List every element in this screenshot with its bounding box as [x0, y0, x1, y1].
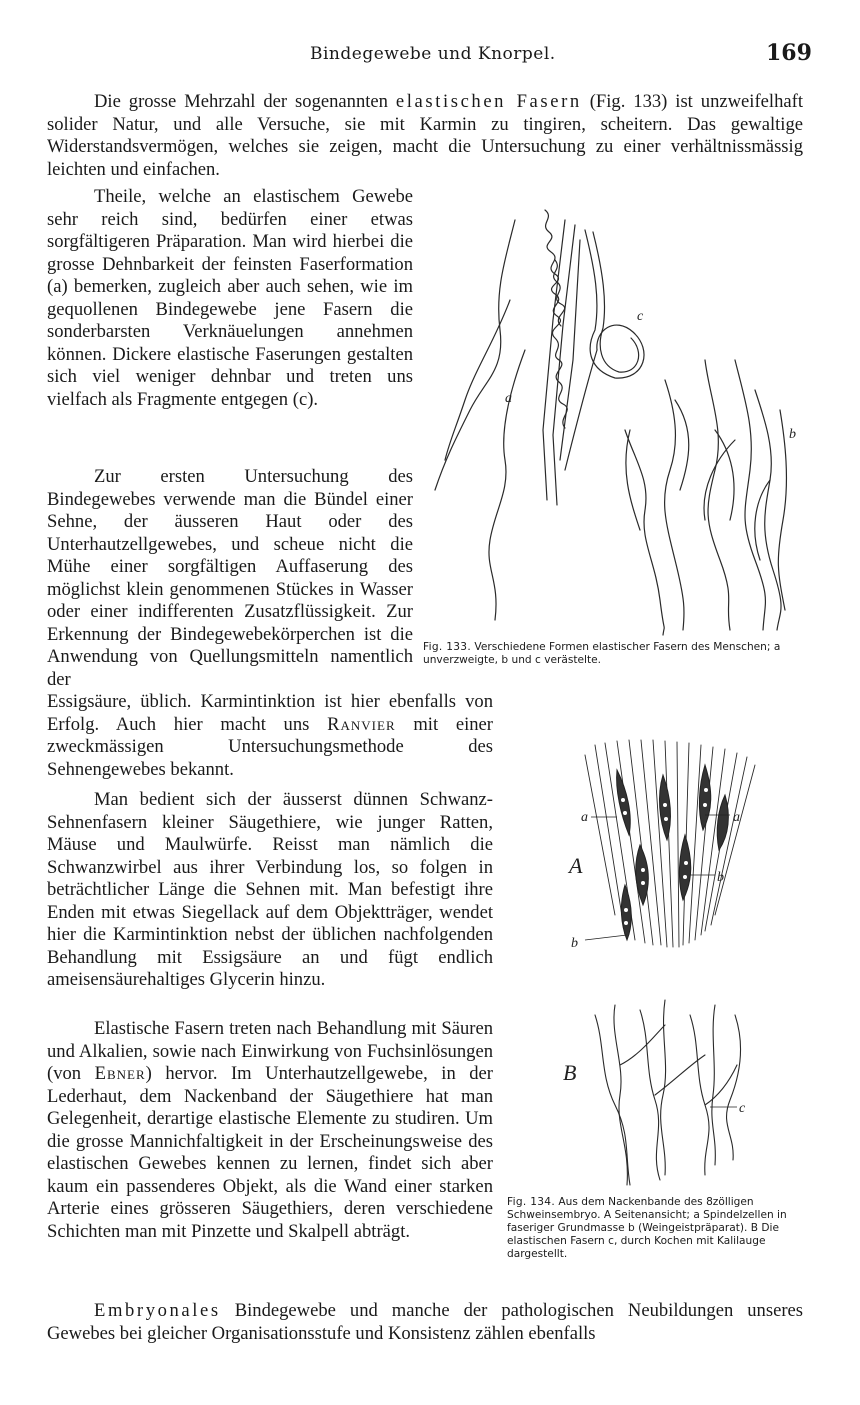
fig133-label-a: a: [505, 391, 512, 406]
paragraph-2: Theile, welche an elastischem Gewebe sehr reich sind, bedürfen einer etwas sorgfältigeren Präparation. Man wird hierbei die grosse Dehnbarkeit der feinsten Faserformation (a) bemerken, zugleich aber auch sehen, wie im gequollenen Bindegewebe jene Fasern die sonderbarsten Verknäuelungen annehmen können. Dickere elastische Faserungen gestalten sich viel weniger dehnbar und treten uns vielfach als Fragmente entgegen (c).: [47, 186, 413, 410]
paragraph-1: Die grosse Mehrzahl der sogenannten elastischen Fasern (Fig. 133) ist unzweifelhaft solider Natur, und alle Versuche, sie mit Karmin zu tingiren, scheitern. Das gewaltige Widerstandsvermögen, welches sie zeigen, macht die Untersuchung zu einer verhältnissmässig leichten und einfachen.: [47, 91, 803, 180]
fig134-label-a-left: a: [581, 810, 588, 825]
paragraph-3: Zur ersten Untersuchung des Bindegewebes verwende man die Bündel einer Sehne, der äusseren Haut oder des Unterhautzellgewebes, und scheue nicht die Mühe einer sorgfältigen Auffaserung des möglichst klein genommenen Stückes in Wasser oder einer indifferenten Zusatzflüssigkeit. Zur Erkennung der Bindegewebekörperchen ist die Anwendung von Quellungsmitteln namentlich der: [47, 466, 413, 690]
fig134-label-c: c: [739, 1101, 746, 1116]
emphasis-elastische-fasern: elastischen Fasern: [395, 91, 582, 112]
fig134-label-b-left: b: [571, 936, 578, 951]
emphasis-embryonales: Embryonales: [94, 1300, 221, 1321]
author-ebner: Ebner: [94, 1063, 146, 1084]
figure-134-illustration: [555, 735, 805, 1195]
fig133-label-b: b: [789, 427, 796, 442]
fig134-label-A: A: [569, 853, 583, 878]
fig134-label-a-right: a: [733, 810, 740, 825]
figure-134-caption: Fig. 134. Aus dem Nackenbande des 8zölligen Schweinsembryo. A Seitenansicht; a Spindelzellen in faseriger Grundmasse b (Weingeistpräparat). B Die elastischen Fasern c, durch Kochen mit Kalilauge dargestellt.: [507, 1196, 787, 1260]
fig134-label-B: B: [563, 1060, 577, 1085]
paragraph-4: Man bedient sich der äusserst dünnen Schwanz-Sehnenfasern kleiner Säugethiere, wie junger Ratten, Mäuse und Maulwürfe. Reisst man nämlich die Schwanzwirbel aus ihrer Verbindung los, so folgen in beträchtlicher Länge die Sehnen mit. Man befestigt ihre Enden mit etwas Siegellack auf dem Objektträger, wendet hier die Karmintinktion nebst der üblichen nachfolgenden Behandlung mit Essigsäure an und fügt endlich ameisensäurehaltiges Glycerin hinzu.: [47, 789, 493, 990]
paragraph-5: Elastische Fasern treten nach Behandlung mit Säuren und Alkalien, sowie nach Einwirkung von Fuchsinlösungen (von Ebner) hervor. Im Unterhautzellgewebe, in der Lederhaut, dem Nackenband der Säugethiere hat man Gelegenheit, derartige elastische Elemente zu studiren. Um die grosse Mannichfaltigkeit in der Erscheinungsweise des elastischen Gewebes kennen zu lernen, findet sich aber kaum ein passenderes Objekt, als die Wand einer starken Arterie eines grösseren Säugethiers, deren verschiedene Schichten man mit Pinzette und Skalpell abträgt.: [47, 1018, 493, 1242]
figure-133-caption: Fig. 133. Verschiedene Formen elastischer Fasern des Menschen; a unverzweigte, b und c verästelte.: [423, 641, 781, 666]
paragraph-6: Embryonales Bindegewebe und manche der pathologischen Neubildungen unseres Gewebes bei gleicher Organisationsstufe und Konsistenz zählen ebenfalls: [47, 1300, 803, 1344]
figure-133-label: Fig. 133.: [423, 641, 472, 653]
fig133-label-c: c: [637, 309, 644, 324]
page-header: [0, 40, 860, 70]
fig134-label-b-right: b: [717, 870, 724, 885]
author-ranvier: Ranvier: [327, 713, 396, 735]
running-head: Bindegewebe und Knorpel.: [310, 44, 556, 64]
paragraph-3-continued: Essigsäure, üblich. Karmintinktion ist hier ebenfalls von Erfolg. Auch hier macht uns Ranvier mit einer zweckmässigen Untersuchungsmethode des Sehnengewebes bekannt.: [47, 691, 493, 780]
page-number: 169: [766, 40, 812, 66]
figure-133-illustration: [425, 200, 805, 640]
figure-134-label: Fig. 134.: [507, 1196, 556, 1208]
